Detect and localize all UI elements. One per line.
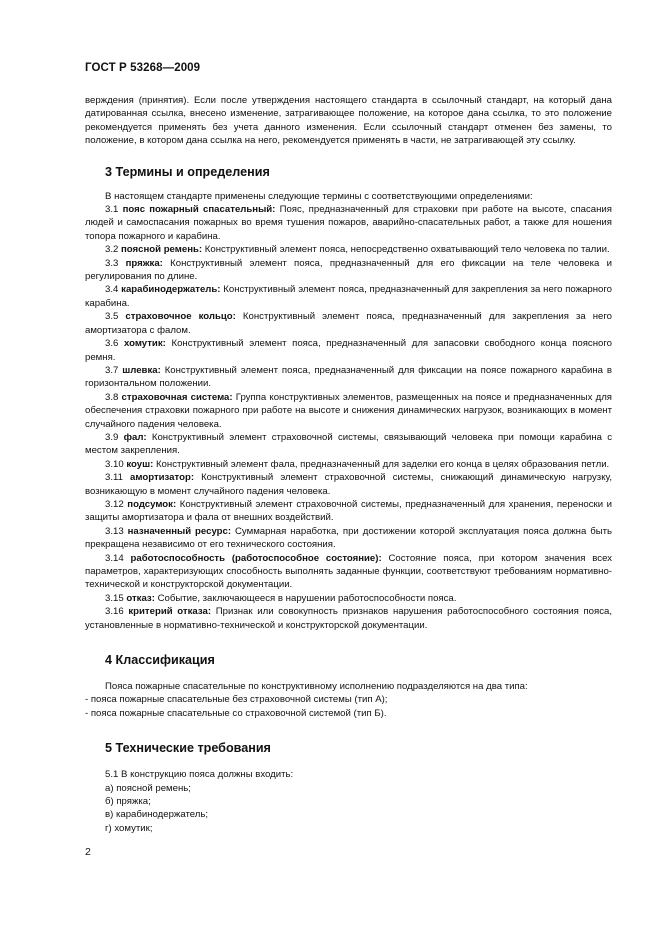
term-text: Суммарная наработка, при достижении которой эксплуатация пояса должна быть прекращена независимо от его технического состояния.	[85, 525, 612, 551]
term-number: 3.6	[105, 338, 119, 350]
section-3-title: 3 Термины и определения	[105, 164, 270, 179]
list-item: б) пряжка;	[105, 796, 151, 808]
term-definition	[85, 283, 612, 310]
list-item: - пояса пожарные спасательные со страховочной системой (тип Б).	[85, 707, 387, 719]
term-name: шлевка:	[122, 364, 161, 376]
term-name: карабинодержатель:	[121, 284, 221, 296]
section-5-title: 5 Технические требования	[105, 741, 271, 756]
document-body	[85, 94, 612, 835]
section-4-lead: Пояса пожарные спасательные по конструктивному исполнению подразделяются на два типа:	[105, 681, 528, 693]
term-definition	[85, 310, 612, 337]
term-name: амортизатор:	[130, 472, 195, 484]
term-number: 3.13	[105, 525, 124, 537]
list-item: - пояса пожарные спасательные без страховочной системы (тип А);	[85, 694, 388, 706]
term-definition	[85, 498, 612, 525]
term-number: 3.7	[105, 364, 119, 376]
list-item: г) хомутик;	[105, 822, 153, 834]
section-5-lead: 5.1 В конструкцию пояса должны входить:	[105, 769, 294, 781]
term-name: критерий отказа:	[128, 606, 212, 618]
term-text: Конструктивный элемент пояса, предназначенный для запасовки свободного конца поясного ремня.	[85, 338, 612, 363]
term-name: назначенный ресурс:	[127, 525, 232, 537]
intro-paragraph: верждения (принятия). Если после утверждения настоящего стандарта в ссылочный стандарт, на который дана датированная ссылка, внесено изменение, затрагивающее положение, на которое дана ссылка, то это положение рекомендуется применять без учета данного изменения. Если ссылочный стандарт отменен без замены, то положение, в котором дана ссылка на него, рекомендуется применять в части, не затрагивающей эту ссылку.	[85, 95, 612, 147]
section-4-title: 4 Классификация	[105, 653, 215, 668]
term-name: фал:	[123, 431, 147, 443]
term-definition	[85, 552, 612, 592]
terms-list	[85, 203, 612, 632]
term-number: 3.1	[105, 204, 119, 216]
term-text: Конструктивный элемент пояса, предназначенный для закрепления за него амортизатора с фалом.	[85, 311, 612, 336]
term-number: 3.5	[105, 311, 119, 323]
term-name: страховочная система:	[121, 391, 233, 403]
term-name: хомутик:	[123, 338, 166, 350]
term-definition	[85, 431, 612, 458]
term-number: 3.9	[105, 431, 119, 443]
term-definition	[85, 243, 612, 256]
term-number: 3.14	[105, 552, 124, 564]
term-definition	[85, 203, 612, 243]
term-name: подсумок:	[127, 498, 177, 510]
term-text: Конструктивный элемент пояса, предназначенный для закрепления за него пожарного карабина.	[85, 284, 612, 309]
term-definition	[85, 364, 612, 391]
term-text: Конструктивный элемент фала, предназначенный для заделки его конца в целях образования петли.	[155, 458, 610, 470]
term-definition	[85, 257, 612, 284]
term-text: Пояс, предназначенный для страховки при работе на высоте, спасания людей и самоспасания пожарных во время тушения пожаров, аварийно-спасательных работ, а также для ношения топора пожарного и карабина.	[85, 204, 612, 242]
term-text: Конструктивный элемент пояса, предназначенный для его фиксации на теле человека и регулирования по длине.	[85, 257, 612, 283]
term-name: поясной ремень:	[121, 244, 203, 256]
term-definition	[85, 525, 612, 552]
term-text: Конструктивный элемент пояса, непосредственно охватывающий тело человека по талии.	[204, 244, 610, 256]
term-definition	[85, 391, 612, 431]
term-definition	[85, 458, 612, 471]
term-text: Признак или совокупность признаков нарушения работоспособного состояния пояса, установленные в нормативно-технической и конструкторской документации.	[85, 606, 612, 631]
term-number: 3.11	[105, 472, 123, 484]
term-definition	[85, 592, 612, 605]
term-number: 3.12	[105, 498, 124, 510]
term-name: страховочное кольцо:	[125, 311, 236, 323]
term-text: Конструктивный элемент страховочной системы, предназначенный для хранения, переноски и защиты амортизатора и фала от внешних воздействий.	[85, 498, 613, 524]
term-number: 3.16	[105, 606, 124, 618]
term-name: пояс пожарный спасательный:	[122, 204, 276, 216]
term-text: Состояние пояса, при котором значения всех параметров, характеризующих способность выполнять заданные функции, соответствуют требованиям нормативно-технической и конструкторской документации.	[85, 552, 612, 591]
term-definition	[85, 605, 612, 632]
list-item: в) карабинодержатель;	[105, 809, 209, 821]
term-text: Событие, заключающееся в нарушении работоспособности пояса.	[157, 592, 457, 604]
term-text: Группа конструктивных элементов, размещенных на поясе и предназначенных для обеспечения страховки пожарного при работе на высоте и снижения динамических нагрузок, возникающих в момент случайного падения человека.	[85, 391, 613, 430]
term-name: пряжка:	[125, 257, 163, 269]
term-number: 3.2	[105, 244, 119, 256]
term-number: 3.4	[105, 284, 119, 296]
term-number: 3.8	[105, 391, 119, 403]
term-text: Конструктивный элемент страховочной системы, снижающий динамическую нагрузку, возникающую в момент случайного падения человека.	[85, 472, 612, 497]
term-definition	[85, 337, 612, 364]
term-name: работоспособность (работоспособное состояние):	[130, 552, 382, 564]
term-number: 3.15	[105, 592, 124, 604]
term-name: отказ:	[126, 592, 155, 604]
term-number: 3.3	[105, 257, 119, 269]
term-definition	[85, 471, 612, 498]
term-text: Конструктивный элемент пояса, предназначенный для фиксации на поясе пожарного карабина в горизонтальном положении.	[85, 364, 612, 390]
term-text: Конструктивный элемент страховочной системы, связывающий человека при помощи карабина с местом закрепления.	[85, 431, 612, 457]
document-header: ГОСТ Р 53268—2009	[85, 62, 201, 74]
term-number: 3.10	[105, 458, 124, 470]
list-item: а) поясной ремень;	[105, 782, 191, 794]
section-3-lead: В настоящем стандарте применены следующие термины с соответствующими определениями:	[105, 190, 533, 202]
page-number: 2	[85, 846, 91, 858]
term-name: коуш:	[126, 458, 154, 470]
